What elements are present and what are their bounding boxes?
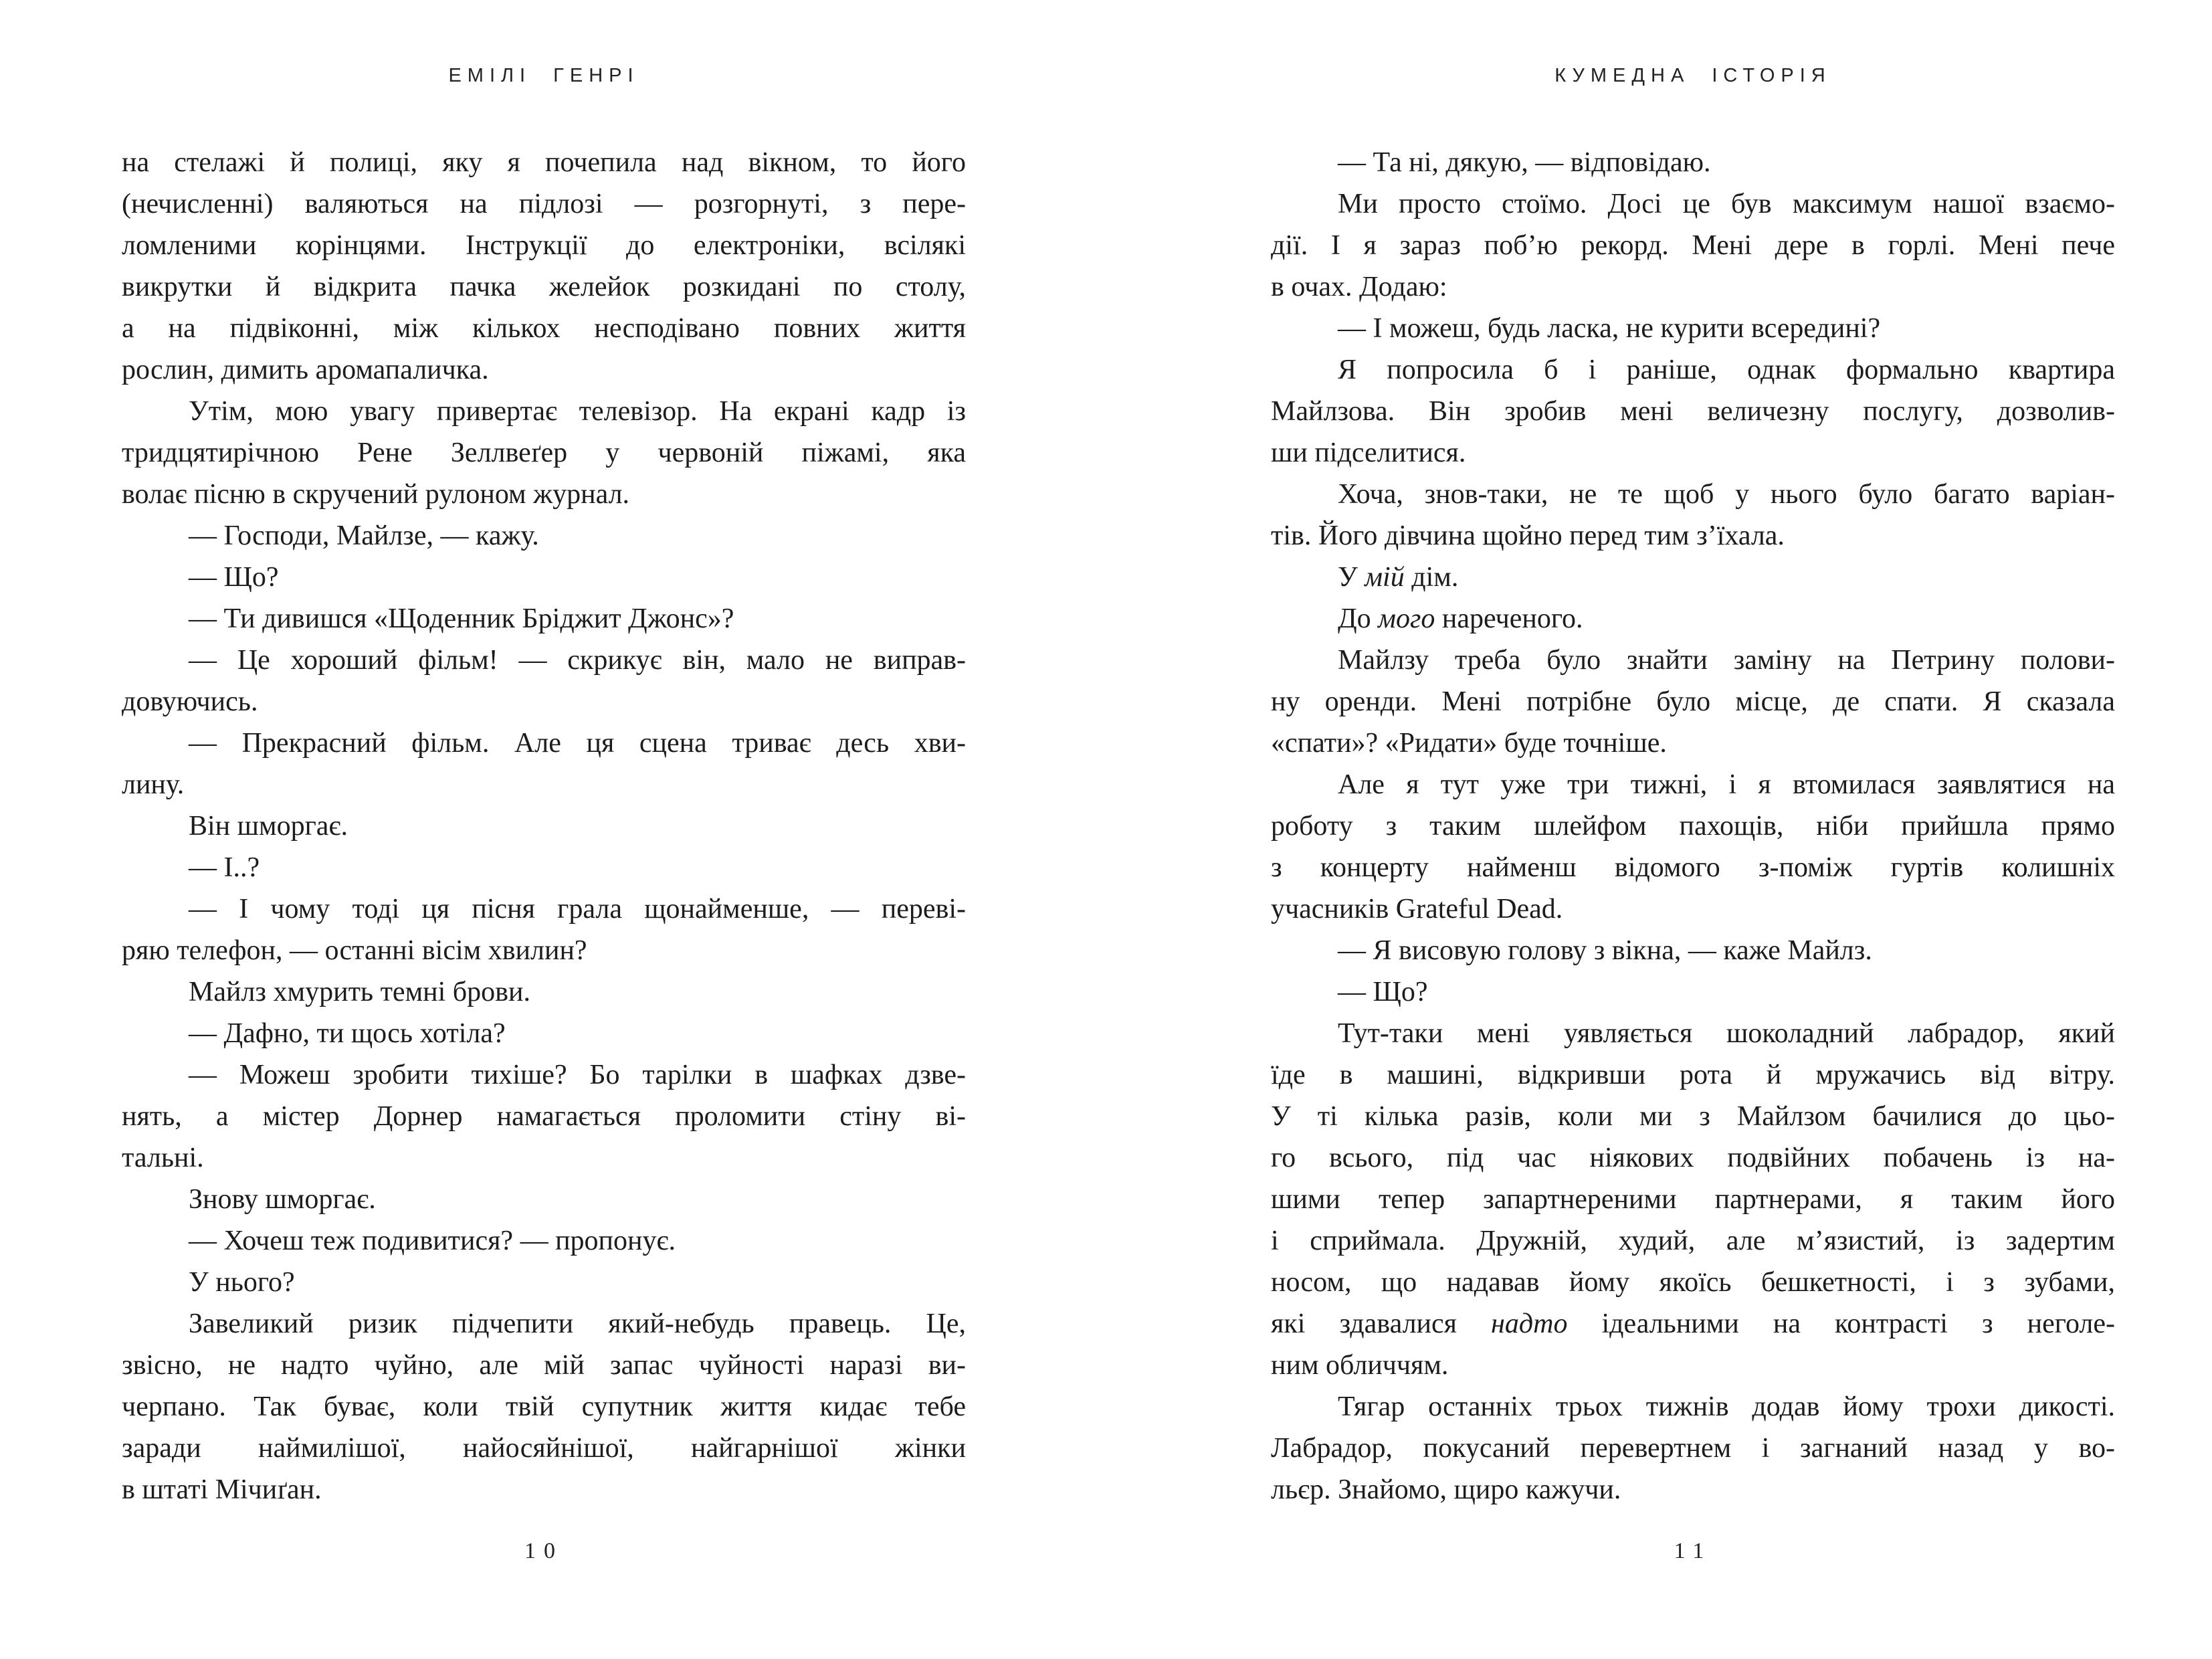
text-line [122,888,966,930]
text-segment: Ми просто стоїмо. Досі це був максимум нашої взаємо- [1338,189,2115,219]
text-segment: викрутки й відкрита пачка желейок розкидані по столу, [122,272,966,302]
text-line [122,557,966,598]
paragraph [122,1220,966,1262]
text-segment: носом, що надавав йому якоїсь бешкетності, і з зубами, [1271,1267,2115,1298]
text-line [1271,1345,2115,1386]
text-segment: Майлзу треба було знайти заміну на Петрину полови- [1338,645,2115,676]
text-line [1271,1179,2115,1220]
text-segment: — Дафно, ти щось хотіла? [189,1018,506,1049]
text-line [122,722,966,764]
text-segment: і сприймала. Дружній, худий, але м’язистий, із задертим [1271,1226,2115,1256]
text-line [1271,1262,2115,1303]
italic-text: надто [1491,1308,1568,1339]
text-line [1271,391,2115,432]
text-line [1271,640,2115,681]
text-line [1271,1096,2115,1137]
text-line [122,308,966,349]
text-line [122,681,966,722]
text-segment: черпано. Так буває, коли твій супутник життя кидає тебе [122,1391,966,1422]
page-right [1271,0,2115,1659]
text-segment: волає пісню в скручений рулоном журнал. [122,479,630,510]
paragraph [122,805,966,847]
text-line [1271,681,2115,722]
text-segment: У ті кілька разів, коли ми з Майлзом бачилися до цьо- [1271,1101,2115,1132]
paragraph [1271,142,2115,183]
text-segment: — Хочеш теж подивитися? — пропонує. [189,1226,676,1256]
text-segment: ши підселитися. [1271,437,1466,468]
paragraph [122,640,966,722]
text-segment: Тут-таки мені уявляється шоколадний лабрадор, який [1338,1018,2115,1049]
running-header-author: ЕМІЛІ ГЕНРІ [448,65,639,86]
text-line [122,598,966,640]
text-segment: Завеликий ризик підчепити який-небудь правець. Це, [189,1308,966,1339]
text-segment: які здавалися [1271,1308,1492,1339]
text-segment: Утім, мою увагу привертає телевізор. На екрані кадр із [189,396,966,427]
text-segment: — І..? [189,852,260,883]
text-segment: — І можеш, будь ласка, не курити всередині? [1338,313,1881,344]
paragraph [122,1054,966,1179]
text-segment: — Прекрасний фільм. Але ця сцена триває десь хви- [189,728,966,759]
paragraph [1271,598,2115,640]
text-line [122,847,966,888]
text-line [1271,888,2115,930]
paragraph [122,971,966,1013]
text-segment: Хоча, знов-таки, не те щоб у нього було багато варіан- [1338,479,2115,510]
text-line [122,1386,966,1428]
paragraph [1271,474,2115,557]
text-segment: ну оренди. Мені потрібне було місце, де спати. Я сказала [1271,686,2115,717]
text-segment: У [1338,562,1365,593]
text-line [1271,432,2115,474]
text-segment: — Господи, Майлзе, — кажу. [189,520,539,551]
text-line [1271,598,2115,640]
text-segment: Але я тут уже три тижні, і я втомилася заявлятися на [1338,769,2115,800]
text-line [122,1469,966,1510]
text-line [1271,1137,2115,1179]
text-segment: Майлзова. Він зробив мені величезну послугу, дозволив- [1271,396,2115,427]
text-line [122,640,966,681]
paragraph [122,598,966,640]
paragraph [1271,971,2115,1013]
text-line [122,1262,966,1303]
page-number-right: 11 [1674,1539,1712,1563]
text-segment: До [1338,603,1379,634]
text-segment: учасників Grateful Dead. [1271,894,1563,924]
text-line [122,930,966,971]
text-line [122,1054,966,1096]
text-line [1271,225,2115,266]
text-line [1271,1428,2115,1469]
text-line [1271,722,2115,764]
text-segment: довуючись. [122,686,258,717]
italic-text: мого [1378,603,1435,634]
page-body-right [1271,142,2115,1510]
paragraph [1271,930,2115,971]
text-line [1271,266,2115,308]
text-line [1271,930,2115,971]
paragraph [1271,349,2115,474]
text-segment: (нечисленні) валяються на підлозі — розгорнуті, з пере- [122,189,966,219]
text-line [1271,142,2115,183]
text-line [1271,474,2115,515]
paragraph [1271,764,2115,930]
text-line [1271,308,2115,349]
text-line [1271,557,2115,598]
text-line [1271,764,2115,805]
text-line [122,1345,966,1386]
text-segment: дім. [1404,562,1459,593]
text-line [1271,971,2115,1013]
text-line [1271,1054,2115,1096]
text-line [122,391,966,432]
text-segment: лину. [122,769,185,800]
text-segment: тів. Його дівчина щойно перед тим з’їхала. [1271,520,1785,551]
text-segment: ломленими корінцями. Інструкції до електроніки, всілякі [122,230,966,261]
text-segment: ряю телефон, — останні вісім хвилин? [122,935,587,966]
text-segment: — Та ні, дякую, — відповідаю. [1338,147,1711,178]
page-number-left: 10 [524,1539,563,1563]
paragraph [122,1013,966,1054]
italic-text: мій [1365,562,1405,593]
text-segment: звісно, не надто чуйно, але мій запас чуйності наразі ви- [122,1350,966,1381]
text-line [1271,349,2115,391]
paragraph [122,1179,966,1220]
text-segment: нареченого. [1435,603,1583,634]
text-line [122,142,966,183]
text-line [1271,1469,2115,1510]
text-segment: — Можеш зробити тихіше? Бо тарілки в шафках дзве- [189,1060,966,1090]
paragraph [122,515,966,557]
text-segment: дії. І я зараз поб’ю рекорд. Мені дере в горлі. Мені пече [1271,230,2115,261]
page-body-left [122,142,966,1510]
text-segment: Я попросила б і раніше, однак формально квартира [1338,355,2115,385]
text-line [122,1179,966,1220]
text-segment: на стелажі й полиці, яку я почепила над вікном, то його [122,147,966,178]
text-segment: го всього, під час ніякових подвійних побачень із на- [1271,1143,2115,1173]
text-line [1271,1013,2115,1054]
paragraph [122,847,966,888]
paragraph [122,722,966,805]
text-line [122,764,966,805]
paragraph [122,142,966,391]
paragraph [1271,640,2115,764]
text-line [122,225,966,266]
text-line [122,266,966,308]
paragraph [1271,308,2115,349]
paragraph [1271,1013,2115,1386]
text-segment: У нього? [189,1267,295,1298]
text-segment: в очах. Додаю: [1271,272,1447,302]
text-segment: — Це хороший фільм! — скрикує він, мало не виправ- [189,645,966,676]
text-line [122,1013,966,1054]
paragraph [1271,557,2115,598]
text-segment: льєр. Знайомо, щиро кажучи. [1271,1474,1621,1505]
text-line [122,971,966,1013]
text-segment: — І чому тоді ця пісня грала щонайменше, — переві- [189,894,966,924]
text-segment: нять, а містер Дорнер намагається проломити стіну ві- [122,1101,966,1132]
text-segment: їде в машині, відкривши рота й мружачись від вітру. [1271,1060,2115,1090]
text-segment: шими тепер запартнереними партнерами, я таким його [1271,1184,2115,1215]
text-segment: Він шморгає. [189,811,348,842]
text-line [122,474,966,515]
text-line [122,1303,966,1345]
text-segment: — Що? [189,562,279,593]
text-line [1271,515,2115,557]
text-segment: — Що? [1338,977,1428,1007]
running-header-title: КУМЕДНА ІСТОРІЯ [1554,65,1831,86]
text-line [122,432,966,474]
text-segment: рослин, димить аромапаличка. [122,355,489,385]
text-segment: тальні. [122,1143,204,1173]
text-segment: «спати»? «Ридати» буде точніше. [1271,728,1667,759]
text-segment: роботу з таким шлейфом пахощів, ніби прийшла прямо [1271,811,2115,842]
text-line [1271,1386,2115,1428]
text-line [122,1096,966,1137]
text-segment: з концерту найменш відомого з-поміж гуртів колишніх [1271,852,2115,883]
text-line [122,1428,966,1469]
text-segment: а на підвіконні, між кількох несподівано повних життя [122,313,966,344]
text-segment: Знову шморгає. [189,1184,376,1215]
text-line [122,1220,966,1262]
text-line [1271,1220,2115,1262]
text-segment: Тягар останніх трьох тижнів додав йому трохи дикості. [1338,1391,2115,1422]
page-left [122,0,966,1659]
text-line [122,805,966,847]
text-segment: в штаті Мічиґан. [122,1474,322,1505]
text-segment: Майлз хмурить темні брови. [189,977,530,1007]
text-segment: заради наймилішої, найосяйнішої, найгарнішої жінки [122,1433,966,1464]
paragraph [122,391,966,515]
text-segment: — Я висовую голову з вікна, — каже Майлз. [1338,935,1872,966]
text-line [122,349,966,391]
paragraph [1271,183,2115,308]
text-segment: тридцятирічною Рене Зеллвеґер у червоній піжамі, яка [122,437,966,468]
text-segment: ним обличчям. [1271,1350,1449,1381]
text-line [122,1137,966,1179]
text-line [1271,805,2115,847]
text-line [122,183,966,225]
text-segment: — Ти дивишся «Щоденник Бріджит Джонс»? [189,603,734,634]
text-line [1271,183,2115,225]
text-segment: ідеальними на контрасті з неголе- [1567,1308,2115,1339]
paragraph [122,1262,966,1303]
text-line [1271,847,2115,888]
paragraph [1271,1386,2115,1510]
text-line [1271,1303,2115,1345]
paragraph [122,888,966,971]
text-line [122,515,966,557]
text-segment: Лабрадор, покусаний перевертнем і загнаний назад у во- [1271,1433,2115,1464]
paragraph [122,1303,966,1510]
paragraph [122,557,966,598]
